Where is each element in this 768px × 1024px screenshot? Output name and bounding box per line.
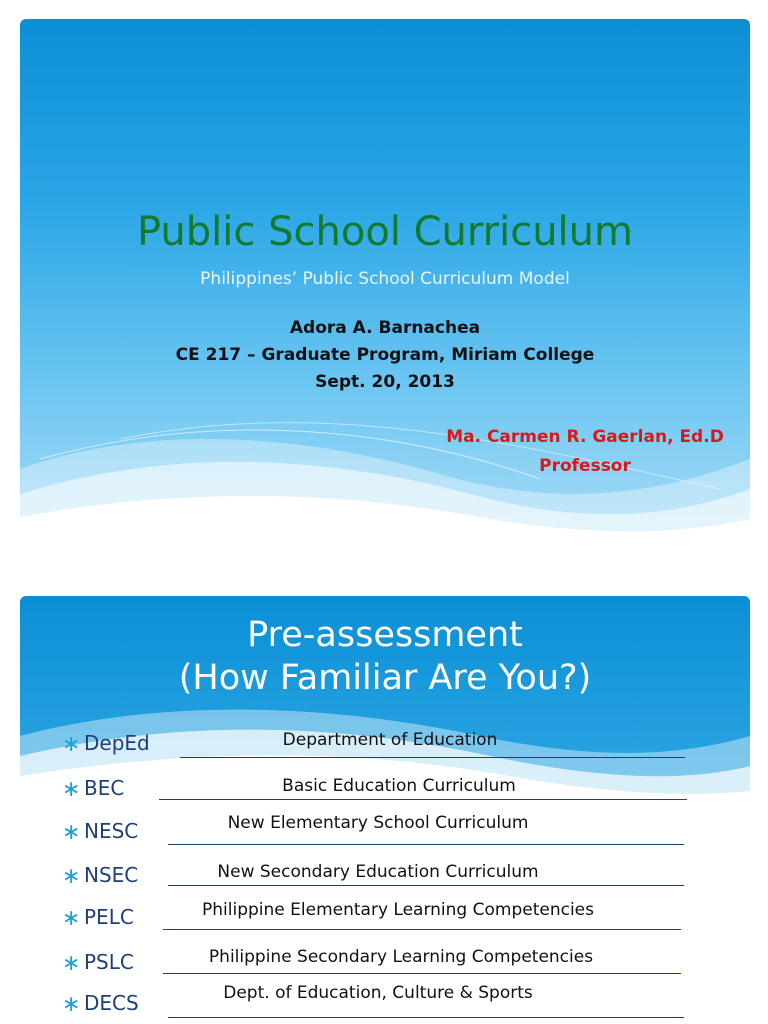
list-item [62,775,702,809]
item-abbreviation: PSLC [84,950,134,974]
asterisk-bullet-icon: ∗ [62,864,81,889]
asterisk-bullet-icon: ∗ [62,777,81,802]
answer-line [163,973,681,974]
list-item [62,730,702,764]
item-answer: Philippine Elementary Learning Competencies [202,900,594,920]
list-item [62,862,702,896]
item-answer: Department of Education [282,730,498,750]
author-block [20,315,750,396]
list-item [62,949,702,983]
presentation-date: Sept. 20, 2013 [315,372,455,392]
item-abbreviation: DECS [84,991,139,1015]
course-info: CE 217 – Graduate Program, Miriam College [175,345,595,365]
professor-title: Professor [539,456,631,476]
asterisk-bullet-icon: ∗ [62,992,81,1017]
item-answer: New Elementary School Curriculum [227,813,529,833]
answer-line [168,885,684,886]
slide-title: Public School Curriculum [137,209,633,255]
answer-line [180,757,685,758]
list-item [62,983,702,1024]
title-slide [20,19,750,541]
item-answer: New Secondary Education Curriculum [217,862,539,882]
title-line-2: (How Familiar Are You?) [178,658,592,698]
answer-line [163,929,681,930]
item-abbreviation: NESC [84,819,139,843]
list-item [62,900,702,938]
list-item [62,813,702,852]
author-name: Adora A. Barnachea [289,318,481,338]
asterisk-bullet-icon: ∗ [62,906,81,931]
item-answer: Philippine Secondary Learning Competencies [208,947,594,967]
professor-block [430,423,740,481]
item-answer: Dept. of Education, Culture & Sports [223,983,533,1003]
asterisk-bullet-icon: ∗ [62,951,81,976]
professor-name: Ma. Carmen R. Gaerlan, Ed.D [446,427,724,447]
slide-subtitle: Philippines’ Public School Curriculum Model [200,269,570,289]
item-abbreviation: BEC [84,776,125,800]
answer-line [168,1017,684,1018]
title-line-1: Pre-assessment [247,615,523,655]
item-abbreviation: DepEd [84,731,150,755]
item-answer: Basic Education Curriculum [282,776,516,796]
slide-title [20,614,750,700]
asterisk-bullet-icon: ∗ [62,820,81,845]
answer-line [159,799,687,800]
asterisk-bullet-icon: ∗ [62,732,81,757]
answer-line [168,844,684,845]
item-abbreviation: PELC [84,905,134,929]
item-abbreviation: NSEC [84,863,139,887]
